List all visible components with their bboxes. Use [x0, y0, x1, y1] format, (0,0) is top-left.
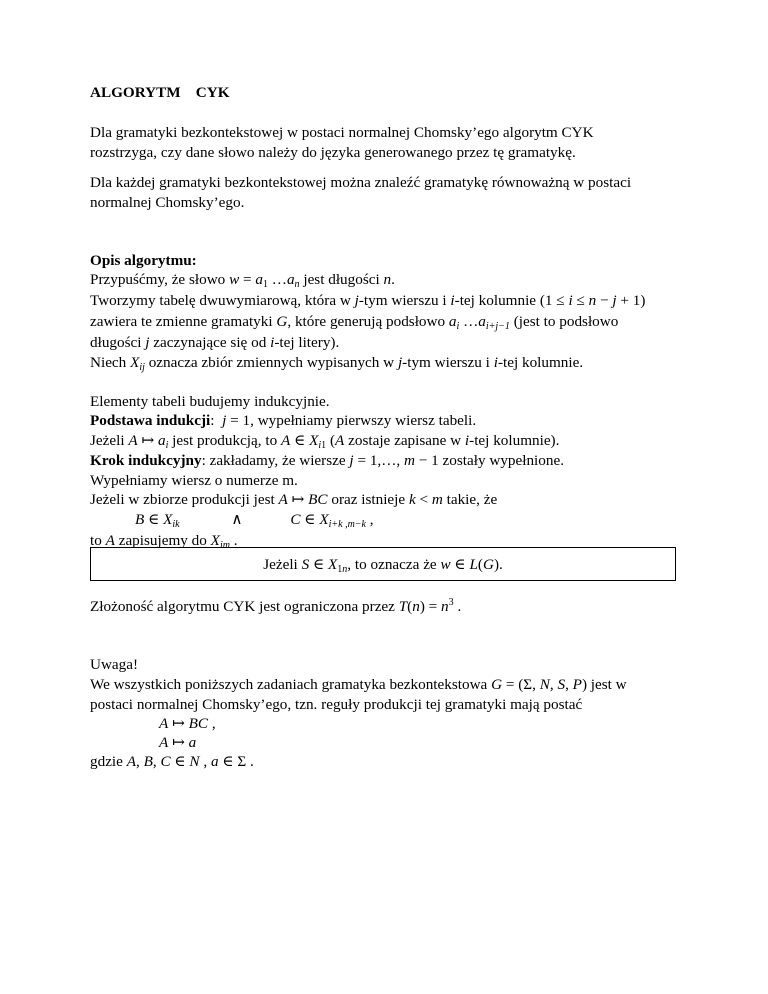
induction-step-result: to A zapisujemy do $X_{im}$ .	[90, 532, 238, 551]
description-line-4: długości j zaczynające się od i-tej litery).	[90, 334, 340, 351]
note-heading: Uwaga!	[90, 656, 139, 673]
intro-paragraph-1: Dla gramatyki bezkontekstowej w postaci normalnej Chomsky’ego algorytm CYK	[90, 124, 594, 141]
intro-paragraph-1-line-2: rozstrzyga, czy dane słowo należy do języka generowanego przez tę gramatykę.	[90, 144, 576, 161]
note-line-where: gdzie A, B, C ∈ N , a ∈ Σ .	[90, 753, 254, 770]
description-line-1: Przypuśćmy, że słowo $w = a_1$ $\dots a_n$ jest długości n.	[90, 271, 395, 290]
description-heading: Opis algorytmu:	[90, 252, 197, 269]
induction-step: Krok indukcyjny: zakładamy, że wiersze j = 1,…, m − 1 zostały wypełnione.	[90, 452, 565, 469]
description-line-5: Niech $X_{ij}$ oznacza zbiór zmiennych wypisanych w j-tym wierszu i i-tej kolumnie.	[90, 354, 584, 373]
note-rule-terminal: A ↦ a	[159, 734, 197, 751]
result-box	[90, 547, 676, 581]
page-title: ALGORYTM CYK	[90, 84, 230, 101]
induction-step-condition: B ∈ $X_{ik}$ ∧ C ∈ $X_{i+k ,m-k}$ ,	[135, 511, 374, 530]
formula-word: w	[229, 271, 240, 288]
induction-step-rule: Jeżeli w zbiorze produkcji jest A ↦ BC oraz istnieje k < m takie, że	[90, 491, 498, 508]
description-line-3: zawiera te zmienne gramatyki G, które generują podsłowo $a_i$ $\dots a_{i+j-1}$ (jest to podsłowo	[90, 313, 619, 332]
complexity-statement: Złożoność algorytmu CYK jest ograniczona przez $T(n) = n^3$ .	[90, 597, 462, 615]
note-rule-binary: A ↦ BC ,	[159, 715, 216, 732]
intro-paragraph-2: Dla każdej gramatyki bezkontekstowej można znaleźć gramatykę równoważną w postaci	[90, 174, 632, 191]
note-line-1: We wszystkich poniższych zadaniach gramatyka bezkontekstowa G = (Σ, N, S, P) jest w	[90, 676, 627, 693]
result-statement: Jeżeli S ∈ $X_{1n}$, to oznacza że w ∈ L(G).	[263, 556, 503, 575]
description-line-2: Tworzymy tabelę dwuwymiarową, która w j-tym wierszu i i-tej kolumnie (1 ≤ i ≤ n − j + 1)	[90, 292, 646, 309]
induction-intro: Elementy tabeli budujemy indukcyjnie.	[90, 393, 330, 410]
induction-base-rule: Jeżeli A ↦ $a_i$ jest produkcją, to A ∈ $X_{i1}$ (A zostaje zapisane w i-tej kolumnie).	[90, 432, 560, 451]
induction-step-row: Wypełniamy wiersz o numerze m.	[90, 472, 298, 489]
note-line-2: postaci normalnej Chomsky’ego, tzn. reguły produkcji tej gramatyki mają postać	[90, 696, 583, 713]
induction-base: Podstawa indukcji: j = 1, wypełniamy pierwszy wiersz tabeli.	[90, 412, 477, 429]
intro-paragraph-2-line-2: normalnej Chomsky’ego.	[90, 194, 245, 211]
